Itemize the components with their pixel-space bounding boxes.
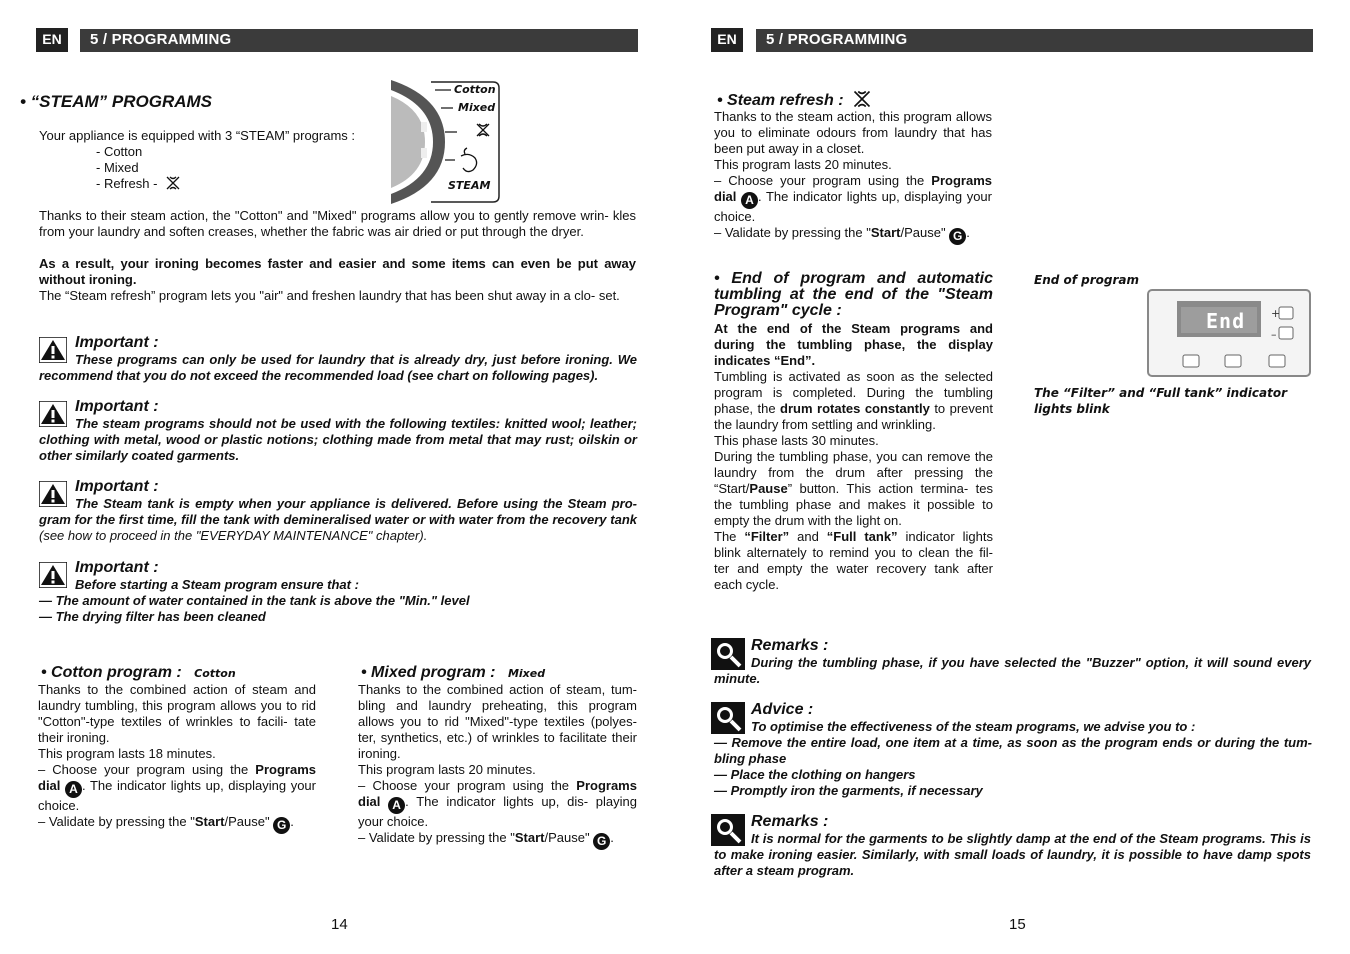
intro-text: Your appliance is equipped with 3 “STEAM” programs : <box>39 128 356 143</box>
mixed-heading: • Mixed program : Mixed <box>361 664 546 681</box>
important-text: The steam programs should not be used with the following textiles: knitted wool; leather; clothing with metal, wood or plastic notions; clothing made from metal that may rust; oilskin or other similarly coated garments. <box>39 416 637 463</box>
badge-a: A <box>388 797 405 814</box>
intro-paragraph-bold: As a result, your ironing becomes faster and easier and some items can even be put away without ironing. <box>39 256 636 287</box>
section-header: 5 / PROGRAMMING <box>756 29 1313 52</box>
page-title: • “STEAM” PROGRAMS <box>20 92 213 111</box>
important-text: — The amount of water contained in the tank is above the "Min." level <box>39 593 470 608</box>
dial-label-mixed: Mixed <box>458 101 496 114</box>
important-text: Before starting a Steam program ensure that : <box>75 577 359 592</box>
refresh-text: Thanks to the steam action, this program allows you to eliminate odours from laundry that has been put away in a closet. This program lasts 20 minutes. – Choose your program using the Programs dial A . The indicator lights up, displaying your choice. – Validate by pressing the "Start/Pause" G . <box>714 109 992 243</box>
advice-text: — Promptly iron the garments, if necessary <box>714 783 983 798</box>
important-text: The Steam tank is empty when your appliance is delivered. Before using the Steam pro- gram for the first time, fill the tank with demineralised water or with water from the recovery tank (see how to proceed in the "EVERYDAY MAINTENANCE" chapter). <box>39 496 637 543</box>
language-badge: EN <box>711 28 743 52</box>
program-list-item: - Refresh - <box>96 176 181 192</box>
panel-caption: End of program <box>1034 273 1140 287</box>
remarks-heading: Remarks : <box>751 637 829 654</box>
remarks-text: It is normal for the garments to be slightly damp at the end of the Steam programs. This is to make ironing easier. Similarly, with small loads of laundry, it is possible to have damp spots after a steam program. <box>714 831 1311 878</box>
end-heading: • End of program and automatic tumbling at the end of the "Steam Program" cycle : <box>714 270 993 319</box>
refresh-icon <box>165 176 181 190</box>
badge-a: A <box>741 192 758 209</box>
important-heading: Important : <box>75 478 159 495</box>
svg-text:–: – <box>1271 328 1277 341</box>
advice-text: — Place the clothing on hangers <box>714 767 916 782</box>
badge-g: G <box>593 833 610 850</box>
remarks-text: During the tumbling phase, if you have selected the "Buzzer" option, it will sound every minute. <box>714 655 1311 686</box>
page-number: 15 <box>1009 916 1026 933</box>
magnifier-icon <box>711 702 745 734</box>
end-text: At the end of the Steam programs and during the tumbling phase, the display indicates “End”. Tumbling is activated as soon as the selected program is completed. During the tumbling phase, the drum rotates constantly to prevent the laundry from settling and wrinkling. This phase lasts 30 minutes. During the tumbling phase, you can remove the laundry from the drum after pressing the “Start/Pause” button. This action termina- tes the tumbling phase and makes it possible to empty the drum with the light on. The “Filter” and “Full tank” indicator lights blink alternately to remind you to clean the fil- ter and empty the water recovery tank after each cycle. <box>714 321 993 592</box>
language-badge: EN <box>36 28 68 52</box>
badge-g: G <box>273 817 290 834</box>
refresh-icon <box>852 90 872 108</box>
cotton-text: Thanks to the combined action of steam and laundry tumbling, this program allows you to rid "Cotton"-type textiles of wrinkles to facili- tate their ironing. This program lasts 18 minutes. – Choose your program using the Programs dial A . The indicator lights up, displaying your choice. – Validate by pressing the "Start/Pause" G . <box>38 682 316 832</box>
mixed-text: Thanks to the combined action of steam, tum- bling and laundry preheating, this program allows you to rid "Mixed"-type textiles (polyes- ter, synthetics, etc.) of wrinkles to facilitate their ironing. This program lasts 20 minutes. – Choose your program using the Programs dial A . The indicator lights up, dis- playing your choice. – Validate by pressing the "Start/Pause" G . <box>358 682 637 848</box>
panel-caption: The “Filter” and “Full tank” indicator lights blink <box>1034 386 1287 416</box>
important-heading: Important : <box>75 398 159 415</box>
remarks-heading: Remarks : <box>751 813 829 830</box>
svg-text:+: + <box>1271 307 1281 320</box>
section-header: 5 / PROGRAMMING <box>80 29 638 52</box>
advice-text: — Remove the entire load, one item at a time, as soon as the program ends or during the tum- bling phase <box>714 735 1312 766</box>
important-heading: Important : <box>75 559 159 576</box>
intro-paragraph: Thanks to their steam action, the "Cotton" and "Mixed" programs allow you to gently remove wrin- kles from your laundry and soften creases, whether the fabric was air dried or put through the dryer. <box>39 208 636 239</box>
program-list-item: - Mixed <box>96 160 139 175</box>
badge-a: A <box>65 781 82 798</box>
advice-heading: Advice : <box>751 701 814 718</box>
dial-label-cotton: Cotton <box>454 83 496 96</box>
refresh-paragraph: The “Steam refresh” program lets you "air" and freshen laundry that has been shut away in a clo- set. <box>39 288 620 303</box>
important-text: These programs can only be used for laundry that is already dry, just before ironing. We recommend that you do not exceed the recommended load (see chart on following pages). <box>39 352 637 383</box>
badge-g: G <box>949 228 966 245</box>
advice-text: To optimise the effectiveness of the steam programs, we advise you to : <box>751 719 1196 734</box>
important-heading: Important : <box>75 334 159 351</box>
cotton-heading: • Cotton program : Cotton <box>41 664 236 681</box>
program-list-item: - Cotton <box>96 144 143 159</box>
display-panel-icon <box>1147 289 1311 377</box>
refresh-heading: • Steam refresh : <box>717 90 872 110</box>
dial-label-steam: STEAM <box>448 179 491 192</box>
page-number: 14 <box>331 916 348 933</box>
important-text: — The drying filter has been cleaned <box>39 609 266 624</box>
panel-display-text: End <box>1206 309 1246 333</box>
warning-icon <box>39 562 67 588</box>
